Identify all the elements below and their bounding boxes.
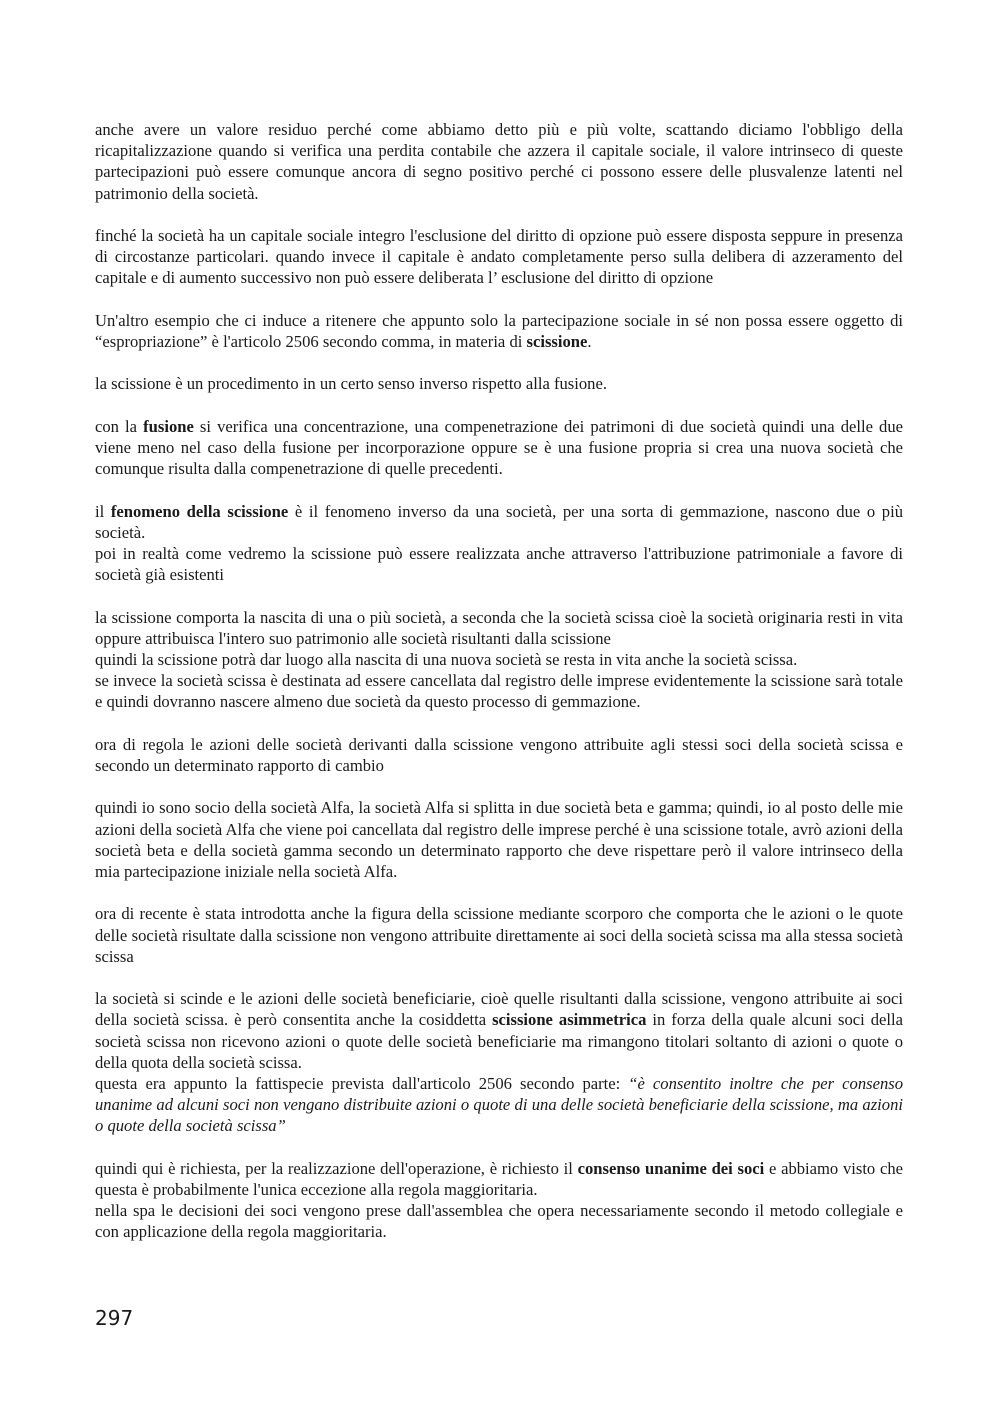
bold-term: consenso unanime dei soci [577, 1158, 765, 1178]
text-run: nella spa le decisioni dei soci vengono prese dall'assemblea che opera necessariamente secondo il metodo collegiale e con applicazione della regola maggioritaria. [95, 1201, 903, 1242]
bold-term: scissione asimmetrica [492, 1010, 647, 1030]
text-run: poi in realtà come vedremo la scissione può essere realizzata anche attraverso l'attribuzione patrimoniale a favore di società già esistenti [95, 543, 903, 585]
page-number: 297 [95, 1306, 134, 1330]
text-run: finché la società ha un capitale sociale integro l'esclusione del diritto di opzione può essere disposta seppure in presenza di circostanze particolari. quando invece il capitale è andato completamente perso sulla delibera di azzeramento del capitale e di aumento successivo non può essere deliberata l’ esclusione del diritto di opzione [95, 226, 903, 288]
text-run: è il fenomeno inverso da una società, per una sorta di gemmazione, nascono due o più società. [95, 501, 903, 542]
text-run: e abbiamo visto che questa è probabilmente l'unica eccezione alla regola maggioritaria. [95, 1158, 903, 1199]
text-run: quindi la scissione potrà dar luogo alla nascita di una nuova società se resta in vita anche la società scissa. [95, 649, 798, 669]
text-run: la scissione è un procedimento in un certo senso inverso rispetto alla fusione. [95, 374, 607, 394]
paragraph [95, 607, 903, 649]
paragraph [95, 416, 903, 480]
text-run: la società si scinde e le azioni delle società beneficiarie, cioè quelle risultanti dalla scissione, vengono attribuite ai soci della società scissa. è però consentita anche la cosiddetta [95, 989, 903, 1030]
text-run: si verifica una concentrazione, una compenetrazione dei patrimoni di due società quindi una delle due viene meno nel caso della fusione per incorporazione oppure se è una fusione propria si crea una nuova società che comunque risulta dalla compenetrazione di quelle precedenti. [95, 416, 904, 479]
text-run: . [587, 332, 592, 351]
text-run: quindi qui è richiesta, per la realizzazione dell'operazione, è richiesto il [95, 1158, 578, 1178]
paragraph [95, 903, 903, 967]
paragraph [95, 797, 903, 882]
paragraph [95, 119, 903, 204]
paragraph [95, 1158, 903, 1200]
bold-term: fusione [143, 416, 194, 436]
paragraph [95, 1073, 903, 1137]
document-body [95, 119, 903, 1243]
paragraph [95, 734, 903, 776]
text-run: ora di regola le azioni delle società derivanti dalla scissione vengono attribuite agli stessi soci della società scissa e secondo un determinato rapporto di cambio [95, 734, 903, 775]
paragraph [95, 649, 903, 670]
paragraph [95, 670, 903, 712]
text-run: se invece la società scissa è destinata ad essere cancellata dal registro delle imprese evidentemente la scissione sarà totale e quindi dovranno nascere almeno due società da questo processo di gemmazione. [95, 671, 903, 712]
paragraph [95, 310, 903, 352]
paragraph [95, 225, 903, 289]
paragraph [95, 988, 903, 1073]
text-run: la scissione comporta la nascita di una o più società, a seconda che la società scissa cioè la società originaria resti in vita oppure attribuisca l'intero suo patrimonio alle società risultanti dalla scissione [95, 607, 903, 648]
text-run: con la [95, 416, 144, 436]
text-run: il [95, 501, 111, 521]
bold-term: scissione [526, 332, 588, 351]
text-run: ora di recente è stata introdotta anche la figura della scissione mediante scorporo che comporta che le azioni o le quote delle società risultate dalla scissione non vengono attribuite direttamente ai soci della società scissa ma alla stessa società scissa [95, 904, 903, 966]
paragraph [95, 501, 903, 543]
paragraph [95, 373, 903, 394]
paragraph [95, 543, 903, 585]
italic-quote: “è consentito inoltre che per consenso unanime ad alcuni soci non vengano distribuite azioni o quote di una delle società beneficiarie della scissione, ma azioni o quote della società scissa” [95, 1073, 903, 1136]
text-run: Un'altro esempio che ci induce a ritenere che appunto solo la partecipazione sociale in sé non possa essere oggetto di “espropriazione” è l'articolo 2506 secondo comma, in materia di [95, 310, 903, 351]
bold-term: fenomeno della scissione [110, 501, 289, 521]
text-run: quindi io sono socio della società Alfa, la società Alfa si splitta in due società beta e gamma; quindi, io al posto delle mie azioni della società Alfa che viene poi cancellata dal registro delle imprese perché è una scissione totale, avrò azioni della società beta e della società gamma secondo un determinato rapporto che deve rispettare però il valore intrinseco della mia partecipazione iniziale nella società Alfa. [95, 798, 903, 881]
text-run: questa era appunto la fattispecie prevista dall'articolo 2506 secondo parte: [95, 1073, 629, 1093]
text-run: in forza della quale alcuni soci della società scissa non ricevono azioni o quote delle società beneficiarie ma rimangono titolari soltanto di azioni o quote o della quota della società scissa. [95, 1010, 903, 1072]
text-run: anche avere un valore residuo perché come abbiamo detto più e più volte, scattando diciamo l'obbligo della ricapitalizzazione quando si verifica una perdita contabile che azzera il capitale sociale, il valore intrinseco di queste partecipazioni può essere comunque ancora di segno positivo perché ci possono essere delle plusvalenze latenti nel patrimonio della società. [95, 120, 903, 203]
paragraph [95, 1200, 903, 1242]
